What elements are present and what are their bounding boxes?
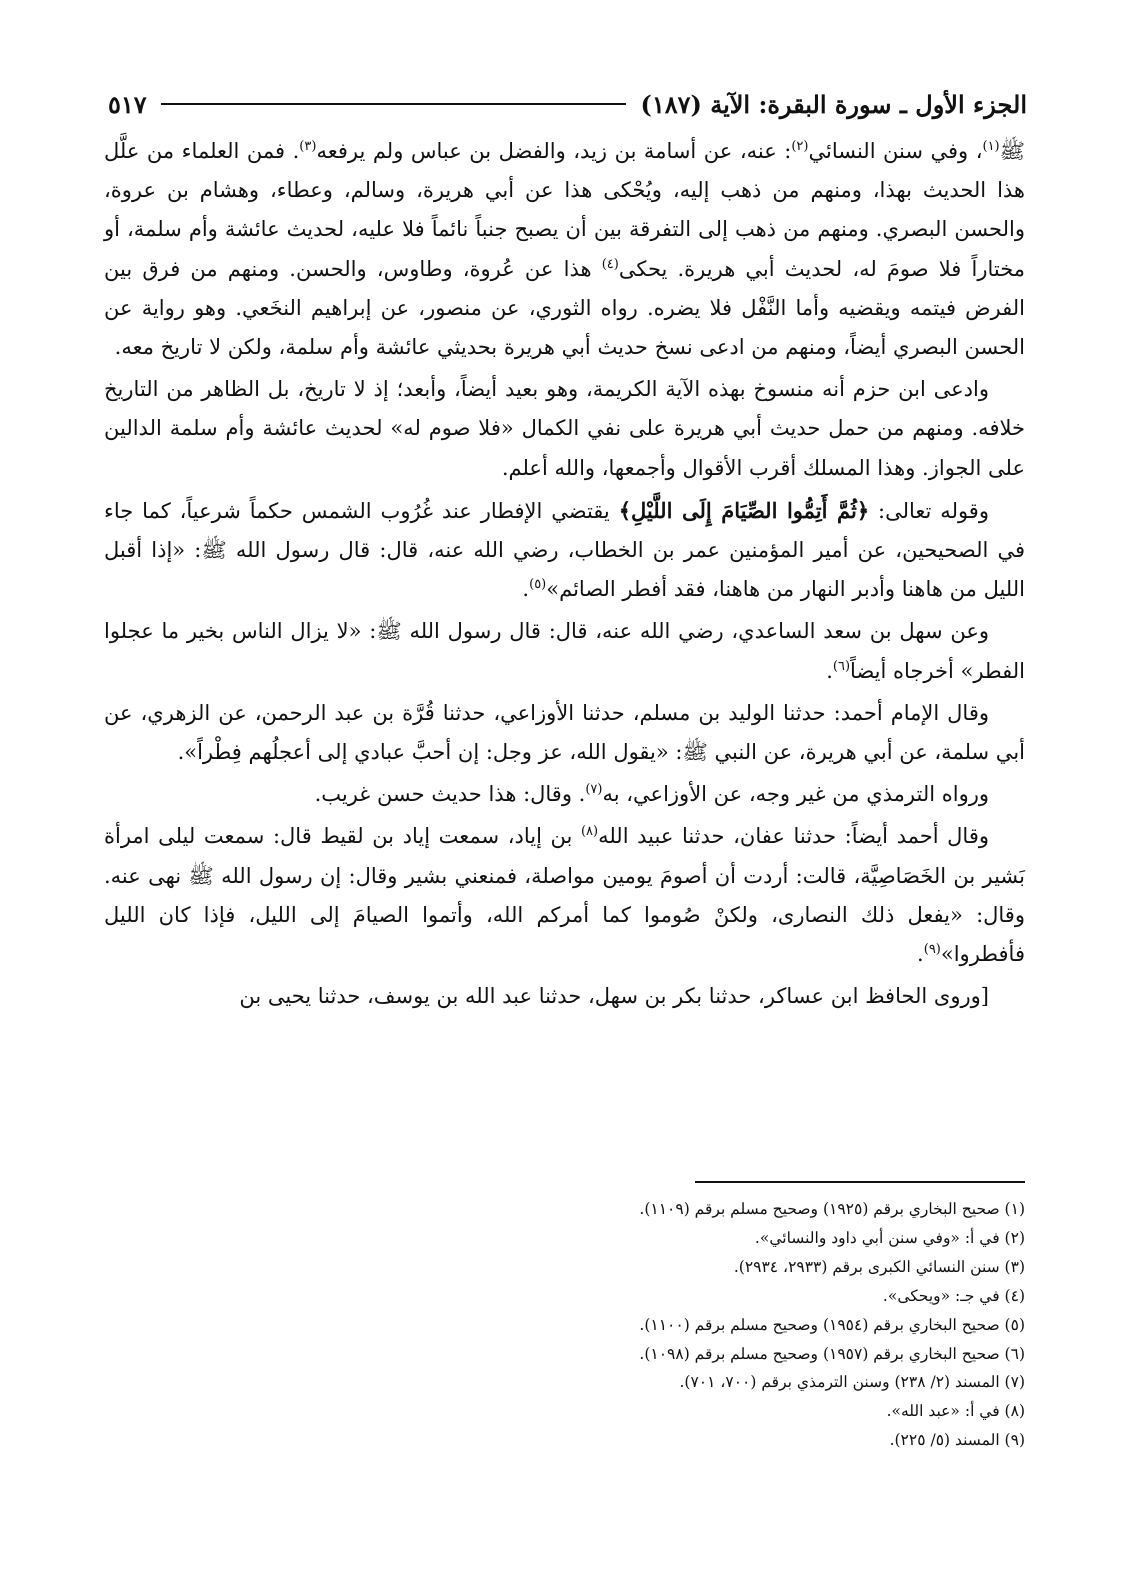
footnote: (٥) صحيح البخاري برقم (١٩٥٤) وصحيح مسلم برقم (١١٠٠). xyxy=(639,1315,1025,1334)
text-run: وقال أحمد أيضاً: حدثنا عفان، حدثنا عبيد الله xyxy=(598,824,989,849)
text-run: . فمن العلماء من علَّل هذا الحديث بهذا، ومنهم من ذهب إليه، ويُحْكى هذا عن أبي هريرة، وسالم، وعطاء، وهشام بن عروة، والحسن البصري. ومنهم من ذهب إلى التفرقة بين أن يصبح جنباً نائماً فلا عليه، لحديث عائشة وأم سلمة، أو مختاراً فلا صومَ له، لحديث أبي هريرة. يحكى xyxy=(104,139,1026,281)
footnote: (٦) صحيح البخاري برقم (١٩٥٧) وصحيح مسلم برقم (١٠٩٨). xyxy=(639,1344,1025,1363)
footnote-ref: (٣) xyxy=(299,139,317,154)
footnote-ref: (٦) xyxy=(832,658,851,674)
footnote-ref: (٤) xyxy=(601,256,619,272)
footnotes xyxy=(420,1195,1025,1455)
paragraph xyxy=(104,491,1025,610)
text-run: ﷺ xyxy=(999,139,1025,163)
text-run: وادعى ابن حزم أنه منسوخ بهذه الآية الكريمة، وهو بعيد أيضاً، وأبعد؛ إذ لا تاريخ، بل الظاهر من التاريخ خلافه. ومنهم من حمل حديث أبي هريرة على نفي الكمال «فلا صوم له» لحديث عائشة وأم سلمة الدالين على الجواز. وهذا المسلك أقرب الأقوال وأجمعها، والله أعلم. xyxy=(104,377,1025,480)
text-run: . وقال: هذا حديث حسن غريب. xyxy=(314,782,586,807)
footnote: (٤) في جـ: «ويحكى». xyxy=(882,1286,1025,1305)
text-run: : عنه، عن أسامة بن زيد، والفضل بن عباس ولم يرفعه xyxy=(316,139,792,163)
paragraph xyxy=(104,612,1025,690)
text-run: ورواه الترمذي من غير وجه، عن الأوزاعي، به xyxy=(602,782,989,807)
text-run: ، وفي سنن النسائي xyxy=(808,139,983,163)
footnote-ref: (٢) xyxy=(791,139,809,154)
footnote-ref: (٧) xyxy=(585,782,603,798)
text-run: وقوله تعالى: xyxy=(869,498,989,523)
page-number: ٥١٧ xyxy=(108,89,147,119)
footnote-ref: (١) xyxy=(982,139,1000,154)
paragraph xyxy=(104,694,1025,772)
main-text xyxy=(104,132,1025,1019)
footnote-ref: (٨) xyxy=(580,824,599,840)
paragraph xyxy=(104,817,1025,974)
footnote-rule xyxy=(695,1181,1025,1183)
text-run: وعن سهل بن سعد الساعدي، رضي الله عنه، قال: قال رسول الله ﷺ: «لا يزال الناس بخير ما عجلوا الفطر» أخرجاه أيضاً xyxy=(104,619,1025,683)
text-run: [وروى الحافظ ابن عساكر، حدثنا بكر بن سهل، حدثنا عبد الله بن يوسف، حدثنا يحيى بن xyxy=(239,984,989,1009)
running-header xyxy=(108,84,1027,124)
text-run: . xyxy=(522,577,530,602)
footnote: (٣) سنن النسائي الكبرى برقم (٢٩٣٣، ٢٩٣٤). xyxy=(733,1257,1025,1276)
footnote: (٨) في أ: «عبد الله». xyxy=(886,1402,1025,1421)
text-run: . xyxy=(917,942,924,967)
text-run: بن إياد، سمعت إياد بن لقيط قال: سمعت ليلى امرأة بَشير بن الخَصَاصِيَّة، قالت: أردت أن أصومَ يومين مواصلة، فمنعني بشير وقال: إن رسول الله ﷺ نهى عنه. وقال: «يفعل ذلك النصارى، ولكنْ صُوموا كما أمركم الله، وأتموا الصيامَ إلى الليل، فإذا كان الليل فأفطروا» xyxy=(104,824,1025,967)
footnote: (٢) في أ: «وفي سنن أبي داود والنسائي». xyxy=(754,1228,1025,1247)
text-run: وقال الإمام أحمد: حدثنا الوليد بن مسلم، حدثنا الأوزاعي، حدثنا قُرَّة بن عبد الرحمن، عن الزهري، عن أبي سلمة، عن أبي هريرة، عن النبي ﷺ: «يقول الله، عز وجل: إن أحبَّ عبادي إلى أعجلُهم فِطْراً». xyxy=(104,700,1025,765)
paragraph xyxy=(104,775,1025,814)
header-rule xyxy=(161,103,627,105)
text-run: هذا عن عُروة، وطاوس، والحسن. ومنهم من فرق بين الفرض فيتمه ويقضيه وأما النَّفْل فلا يضره. رواه الثوري، عن منصور، عن إبراهيم النخَعي. وهو رواية عن الحسن البصري أيضاً، ومنهم من ادعى نسخ حديث أبي هريرة بحديثي عائشة وأم سلمة، ولكن لا تاريخ معه. xyxy=(104,256,1025,360)
footnote-ref: (٩) xyxy=(923,942,941,958)
paragraph xyxy=(104,370,1025,488)
quran-verse: ﴿ثُمَّ أَتِمُّوا الصِّيَامَ إِلَى اللَّيْلِ﴾ xyxy=(618,497,870,523)
text-run: يقتضي الإفطار عند غُرُوب الشمس حكماً شرعياً، كما جاء في الصحيحين، عن أمير المؤمنين عمر بن الخطاب، رضي الله عنه، قال: قال رسول الله ﷺ: «إذا أقبل الليل من هاهنا وأدبر النهار من هاهنا، فقد أفطر الصائم» xyxy=(104,498,1025,602)
footnote-ref: (٥) xyxy=(529,577,547,593)
footnote: (٩) المسند (٥/ ٢٢٥). xyxy=(889,1431,1025,1450)
text-run: . xyxy=(826,658,833,683)
paragraph xyxy=(104,977,1025,1016)
paragraph xyxy=(104,132,1025,367)
footnote: (٧) المسند (٢/ ٢٣٨) وسنن الترمذي برقم (٧٠٠، ٧٠١). xyxy=(679,1373,1025,1392)
footnote: (١) صحيح البخاري برقم (١٩٢٥) وصحيح مسلم برقم (١١٠٩). xyxy=(639,1200,1025,1218)
header-title: الجزء الأول ـ سورة البقرة: الآية (١٨٧) xyxy=(640,89,1027,119)
